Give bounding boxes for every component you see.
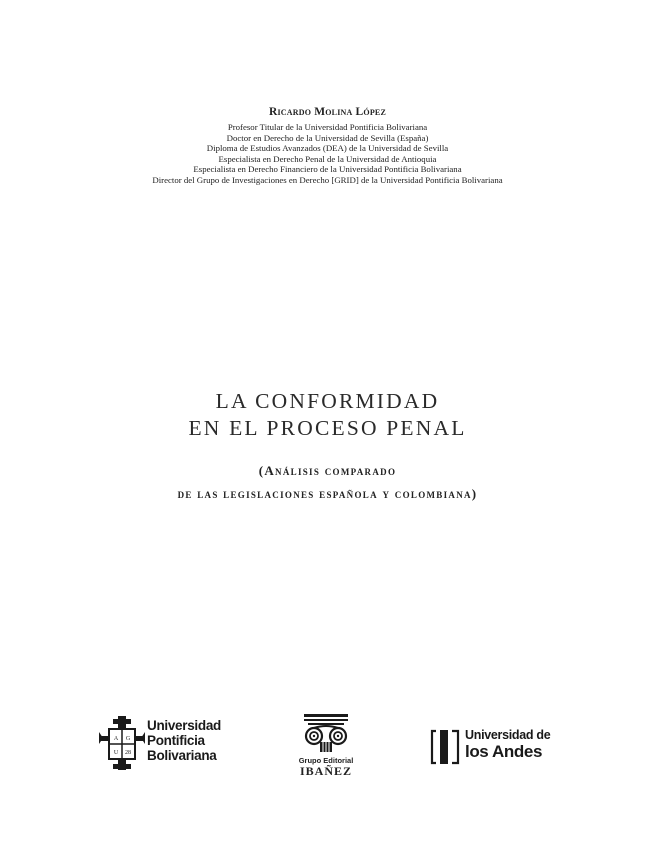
upb-shield-icon	[99, 716, 145, 770]
andes-line-2: los Andes	[465, 742, 543, 761]
publisher-logos	[0, 712, 655, 782]
title-line-2: EN EL PROCESO PENAL	[188, 416, 467, 440]
upb-logo	[99, 716, 239, 772]
shield-letter: U	[113, 750, 119, 756]
ibanez-logo	[294, 712, 358, 780]
upb-wordmark	[147, 718, 221, 763]
author-name: Ricardo Molina López	[268, 106, 387, 118]
shield-letter: A	[113, 736, 119, 742]
andes-emblem-icon	[430, 728, 462, 766]
author-credential: Director del Grupo de Investigaciones en Derecho [GRID] de la Universidad Pontificia Bolivariana	[152, 174, 503, 185]
title-line-1: LA CONFORMIDAD	[215, 389, 440, 413]
andes-logo	[430, 728, 552, 768]
subtitle-line-1: (Análisis comparado	[258, 463, 397, 478]
andes-line-1: Universidad de	[465, 728, 551, 742]
subtitle-line-2: de las legislaciones española y colombiana)	[177, 486, 478, 501]
ionic-column-icon	[294, 712, 358, 756]
upb-line-2: Pontificia	[147, 733, 205, 748]
book-title	[0, 388, 655, 442]
author-credential: Doctor en Derecho de la Universidad de Sevilla (España)	[226, 132, 429, 143]
author-credential: Especialista en Derecho Penal de la Universidad de Antioquia	[218, 153, 437, 164]
shield-letter: 28	[125, 750, 131, 756]
upb-line-1: Universidad	[147, 718, 221, 733]
ibanez-line-1: Grupo Editorial	[298, 756, 354, 765]
ibanez-line-2: IBAÑEZ	[299, 764, 352, 778]
upb-line-3: Bolivariana	[147, 748, 217, 763]
author-credential: Profesor Titular de la Universidad Pontificia Bolivariana	[227, 122, 428, 132]
book-subtitle	[0, 459, 655, 505]
author-credential: Diploma de Estudios Avanzados (DEA) de la Universidad de Sevilla	[206, 143, 449, 154]
andes-wordmark	[465, 728, 550, 761]
author-credential: Especialista en Derecho Financiero de la Universidad Pontificia Bolivariana	[193, 164, 462, 175]
author-block	[0, 106, 655, 186]
shield-letter: G	[125, 736, 131, 742]
